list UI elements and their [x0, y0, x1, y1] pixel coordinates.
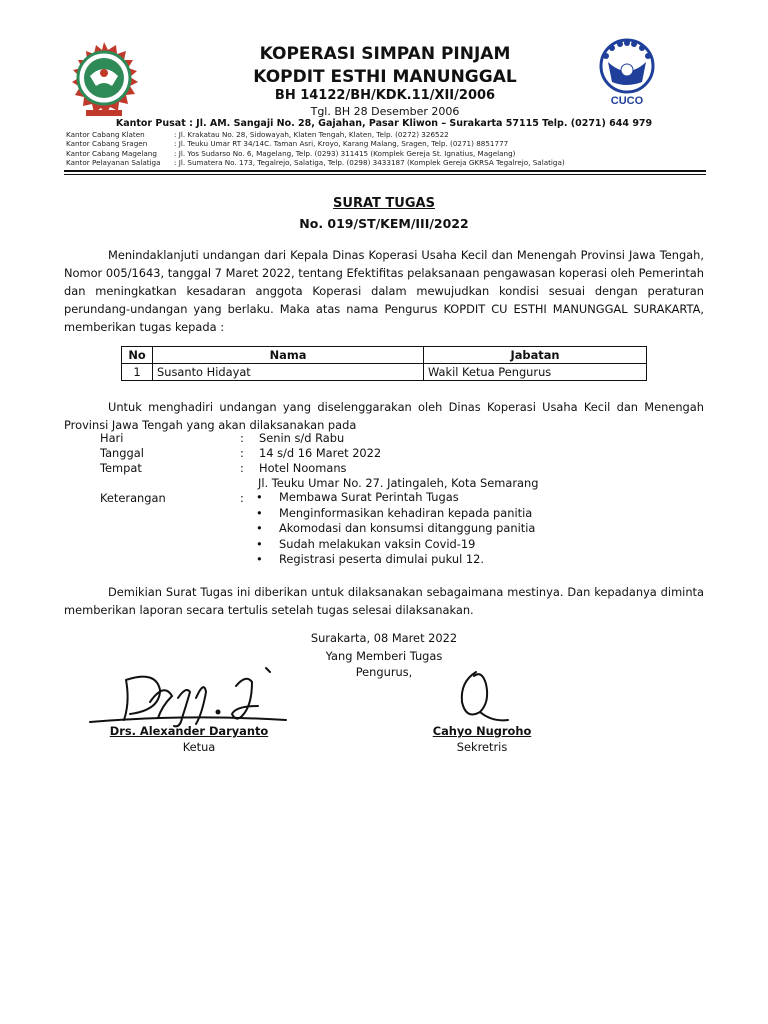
list-item: • Sudah melakukan vaksin Covid-19 [244, 537, 535, 553]
colon: : [240, 446, 244, 460]
branch-row: Kantor Cabang Sragen : Jl. Teuku Umar RT 34/14C. Taman Asri, Kroyo, Karang Malang, Sragen, Telp. (0271) 8851777 [66, 139, 509, 149]
org-name-heading: KOPDIT ESTHI MANUNGGAL [253, 67, 517, 87]
tempat-value: Hotel Noomans [259, 461, 347, 475]
branch-row: Kantor Cabang Magelang : Jl. Yos Sudarso No. 6, Magelang, Telp. (0293) 311415 (Komplek Gereja St. Ignatius, Magelang) [66, 148, 516, 158]
giver-label: Yang Memberi Tugas [325, 649, 443, 663]
list-item: • Membawa Surat Perintah Tugas [244, 490, 535, 506]
place-date: Surakarta, 08 Maret 2022 [310, 631, 458, 645]
cuco-logo-text: CUCO [610, 95, 644, 107]
chairman-name: Drs. Alexander Daryanto [109, 724, 269, 738]
branch-row: Kantor Cabang Klaten : Jl. Krakatau No. 28, Sidowayah, Klaten Tengah, Klaten, Telp. (0272) 326522 [66, 130, 449, 139]
table-header-row [122, 347, 647, 364]
branch-row: Kantor Pelayanan Salatiga : Jl. Sumatera No. 173, Tegalrejo, Salatiga, Telp. (0298) 3433187 (Komplek Gereja GKRSA Tegalrejo, Salatiga) [66, 157, 565, 167]
legal-date: Tgl. BH 28 Desember 2006 [310, 105, 460, 118]
org-type-heading: KOPERASI SIMPAN PINJAM [259, 44, 511, 64]
header-divider-thin [64, 174, 706, 175]
branch-office-list [66, 130, 565, 167]
tempat-label: Tempat [100, 461, 142, 475]
hari-value: Senin s/d Rabu [259, 431, 345, 445]
secretary-name: Cahyo Nugroho [432, 724, 532, 738]
document-title: SURAT TUGAS [333, 196, 435, 211]
list-item: • Menginformasikan kehadiran kepada panitia [244, 506, 535, 522]
tanggal-value: 14 s/d 16 Maret 2022 [259, 446, 382, 460]
board-label: Pengurus, [355, 665, 413, 679]
column-header: No [122, 347, 153, 364]
hari-label: Hari [100, 431, 124, 445]
header-divider [64, 170, 706, 172]
table-row [122, 364, 647, 381]
keterangan-list [244, 490, 535, 568]
list-item: • Akomodasi dan konsumsi ditanggung panitia [244, 521, 535, 537]
list-item: • Registrasi peserta dimulai pukul 12. [244, 552, 535, 568]
secretary-role: Sekretris [456, 740, 508, 754]
keterangan-label: Keterangan [100, 491, 166, 505]
invitation-paragraph: Untuk menghadiri undangan yang diselenggarakan oleh Dinas Koperasi Usaha Kecil dan Menengah Provinsi Jawa Tengah yang akan dilaksanakan pada [64, 400, 704, 432]
cuco-logo [584, 36, 670, 108]
intro-paragraph: Menindaklanjuti undangan dari Kepala Dinas Koperasi Usaha Kecil dan Menengah Provinsi Jawa Tengah, Nomor 005/1643, tanggal 7 Maret 2022, tentang Efektifitas pelaksanaan pengawasan koperasi oleh Pemerintah dan meningkatkan kesadaran anggota Koperasi dalam mewujudkan kondisi sesuai dengan peraturan perundang-undangan yang berlaku. Maka atas nama Pengurus KOPDIT CU ESTHI MANUNGGAL SURAKARTA, memberikan tugas kepada : [64, 248, 704, 334]
tempat-address: Jl. Teuku Umar No. 27. Jatingaleh, Kota Semarang [258, 476, 539, 490]
table-cell: 1 [122, 364, 153, 381]
table-cell: Susanto Hidayat [153, 364, 424, 381]
closing-paragraph: Demikian Surat Tugas ini diberikan untuk dilaksanakan sebagaimana mestinya. Dan kepadanya diminta memberikan laporan secara tertulis setelah tugas selesai dilaksanakan. [64, 585, 704, 617]
colon: : [240, 431, 244, 445]
assignee-table [121, 346, 647, 381]
document-number: No. 019/ST/KEM/III/2022 [299, 216, 469, 231]
cooperative-emblem-logo [64, 40, 144, 120]
chairman-signature-image [86, 662, 296, 732]
head-office-address: Kantor Pusat : Jl. AM. Sangaji No. 28, Gajahan, Pasar Kliwon – Surakarta 57115 Telp. (0271) 644 979 [115, 118, 653, 129]
tanggal-label: Tanggal [100, 446, 144, 460]
table-cell: Wakil Ketua Pengurus [424, 364, 647, 381]
secretary-signature-image [446, 662, 526, 728]
legal-number: BH 14122/BH/KDK.11/XII/2006 [274, 88, 496, 103]
column-header: Nama [153, 347, 424, 364]
chairman-role: Ketua [182, 740, 216, 754]
column-header: Jabatan [424, 347, 647, 364]
colon: : [240, 491, 244, 505]
colon: : [240, 461, 244, 475]
